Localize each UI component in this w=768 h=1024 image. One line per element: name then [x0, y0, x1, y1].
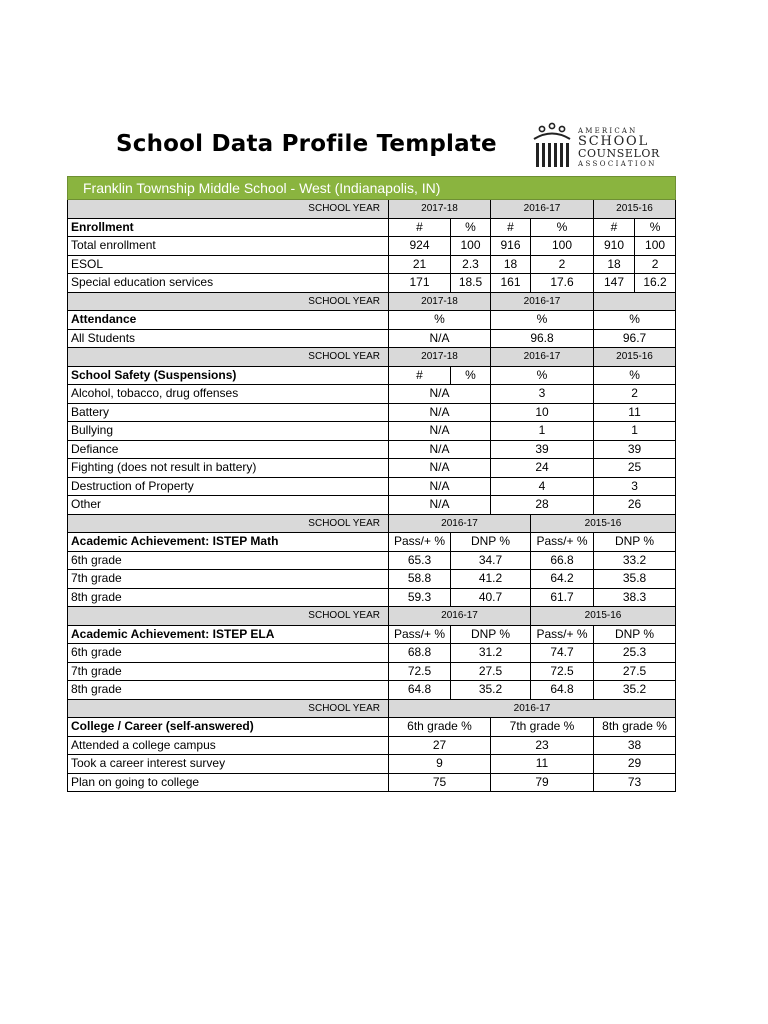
value-cell: 72.5: [389, 662, 451, 681]
col-header: %: [635, 218, 676, 237]
school-year-label: SCHOOL YEAR: [68, 348, 389, 367]
row-label: ESOL: [68, 255, 389, 274]
row-label: All Students: [68, 329, 389, 348]
table-row: [68, 385, 676, 404]
value-cell: N/A: [389, 329, 491, 348]
col-header: %: [389, 311, 491, 330]
value-cell: N/A: [389, 422, 491, 441]
value-cell: 72.5: [531, 662, 594, 681]
asca-logo-icon: [528, 122, 576, 170]
value-cell: 910: [594, 237, 635, 256]
row-label: Battery: [68, 403, 389, 422]
value-cell: N/A: [389, 496, 491, 515]
value-cell: 100: [451, 237, 491, 256]
col-header: #: [491, 218, 531, 237]
value-cell: 161: [491, 274, 531, 293]
school-year-row: [68, 200, 676, 219]
school-year-label: SCHOOL YEAR: [68, 292, 389, 311]
value-cell: 2: [594, 385, 676, 404]
row-label: 6th grade: [68, 551, 389, 570]
table-row: [68, 644, 676, 663]
value-cell: N/A: [389, 459, 491, 478]
value-cell: 100: [531, 237, 594, 256]
value-cell: 10: [491, 403, 594, 422]
col-header: #: [594, 218, 635, 237]
year-cell: 2016-17: [389, 514, 531, 533]
table-row: [68, 588, 676, 607]
value-cell: 74.7: [531, 644, 594, 663]
row-label: 8th grade: [68, 588, 389, 607]
col-header: %: [491, 366, 594, 385]
logo-line-counselor: COUNSELOR: [578, 147, 660, 160]
row-label: Alcohol, tobacco, drug offenses: [68, 385, 389, 404]
col-header: Pass/+ %: [389, 533, 451, 552]
section-heading: College / Career (self-answered): [68, 718, 389, 737]
col-header: %: [491, 311, 594, 330]
col-header: %: [531, 218, 594, 237]
value-cell: 27.5: [451, 662, 531, 681]
value-cell: 39: [594, 440, 676, 459]
value-cell: 9: [389, 755, 491, 774]
value-cell: 66.8: [531, 551, 594, 570]
year-cell: [594, 292, 676, 311]
table-row: [68, 662, 676, 681]
value-cell: 29: [594, 755, 676, 774]
value-cell: 33.2: [594, 551, 676, 570]
row-label: Defiance: [68, 440, 389, 459]
value-cell: 171: [389, 274, 451, 293]
row-label: Bullying: [68, 422, 389, 441]
row-label: Attended a college campus: [68, 736, 389, 755]
logo-line-school: SCHOOL: [578, 134, 649, 149]
value-cell: 11: [491, 755, 594, 774]
section-heading: School Safety (Suspensions): [68, 366, 389, 385]
school-year-label: SCHOOL YEAR: [68, 200, 389, 219]
year-cell: 2015-16: [531, 607, 676, 626]
year-cell: 2016-17: [491, 200, 594, 219]
col-header: DNP %: [451, 625, 531, 644]
section-heading-row: [68, 366, 676, 385]
year-cell: 2015-16: [594, 200, 676, 219]
value-cell: 100: [635, 237, 676, 256]
value-cell: 39: [491, 440, 594, 459]
year-cell: 2016-17: [491, 348, 594, 367]
value-cell: 38.3: [594, 588, 676, 607]
school-name: Franklin Township Middle School - West (Indianapolis, IN): [68, 177, 676, 200]
value-cell: 16.2: [635, 274, 676, 293]
value-cell: 24: [491, 459, 594, 478]
value-cell: 25: [594, 459, 676, 478]
section-heading: Attendance: [68, 311, 389, 330]
year-cell: 2017-18: [389, 292, 491, 311]
row-label: Plan on going to college: [68, 773, 389, 792]
value-cell: 31.2: [451, 644, 531, 663]
value-cell: 35.2: [451, 681, 531, 700]
row-label: Special education services: [68, 274, 389, 293]
row-label: 7th grade: [68, 662, 389, 681]
table-row: [68, 237, 676, 256]
school-year-row: [68, 699, 676, 718]
row-label: Other: [68, 496, 389, 515]
row-label: Fighting (does not result in battery): [68, 459, 389, 478]
col-header: #: [389, 366, 451, 385]
value-cell: 18: [594, 255, 635, 274]
school-year-label: SCHOOL YEAR: [68, 699, 389, 718]
col-header: DNP %: [451, 533, 531, 552]
year-cell: 2017-18: [389, 348, 491, 367]
year-cell: 2015-16: [594, 348, 676, 367]
row-label: Destruction of Property: [68, 477, 389, 496]
value-cell: 64.2: [531, 570, 594, 589]
col-header: Pass/+ %: [389, 625, 451, 644]
section-heading: Enrollment: [68, 218, 389, 237]
value-cell: 35.2: [594, 681, 676, 700]
section-heading-row: [68, 533, 676, 552]
school-year-label: SCHOOL YEAR: [68, 514, 389, 533]
year-cell: 2016-17: [389, 699, 676, 718]
col-header: %: [451, 366, 491, 385]
value-cell: 73: [594, 773, 676, 792]
school-year-label: SCHOOL YEAR: [68, 607, 389, 626]
value-cell: 40.7: [451, 588, 531, 607]
value-cell: 3: [491, 385, 594, 404]
school-year-row: [68, 292, 676, 311]
value-cell: 4: [491, 477, 594, 496]
value-cell: 75: [389, 773, 491, 792]
section-heading-row: [68, 718, 676, 737]
table-row: [68, 440, 676, 459]
row-label: 7th grade: [68, 570, 389, 589]
value-cell: 68.8: [389, 644, 451, 663]
table-row: [68, 736, 676, 755]
value-cell: N/A: [389, 477, 491, 496]
section-heading: Academic Achievement: ISTEP ELA: [68, 625, 389, 644]
value-cell: 35.8: [594, 570, 676, 589]
school-year-row: [68, 514, 676, 533]
value-cell: N/A: [389, 385, 491, 404]
value-cell: 59.3: [389, 588, 451, 607]
value-cell: 23: [491, 736, 594, 755]
value-cell: 17.6: [531, 274, 594, 293]
value-cell: 147: [594, 274, 635, 293]
value-cell: 924: [389, 237, 451, 256]
value-cell: N/A: [389, 440, 491, 459]
table-row: [68, 255, 676, 274]
value-cell: 64.8: [389, 681, 451, 700]
table-row: [68, 422, 676, 441]
value-cell: 3: [594, 477, 676, 496]
value-cell: 25.3: [594, 644, 676, 663]
value-cell: 64.8: [531, 681, 594, 700]
row-label: Took a career interest survey: [68, 755, 389, 774]
value-cell: 65.3: [389, 551, 451, 570]
row-label: 8th grade: [68, 681, 389, 700]
col-header: DNP %: [594, 533, 676, 552]
col-header: #: [389, 218, 451, 237]
col-header: %: [594, 366, 676, 385]
value-cell: 18.5: [451, 274, 491, 293]
value-cell: 18: [491, 255, 531, 274]
value-cell: 79: [491, 773, 594, 792]
value-cell: 1: [491, 422, 594, 441]
value-cell: 2: [635, 255, 676, 274]
value-cell: 27: [389, 736, 491, 755]
table-row: [68, 681, 676, 700]
table-row: [68, 773, 676, 792]
table-row: [68, 459, 676, 478]
school-data-table: [67, 176, 676, 792]
value-cell: 41.2: [451, 570, 531, 589]
value-cell: 34.7: [451, 551, 531, 570]
section-heading-row: [68, 218, 676, 237]
school-year-row: [68, 607, 676, 626]
table-row: [68, 551, 676, 570]
school-name-row: [68, 177, 676, 200]
value-cell: 96.7: [594, 329, 676, 348]
value-cell: 58.8: [389, 570, 451, 589]
section-heading-row: [68, 625, 676, 644]
asca-logo: [528, 122, 658, 172]
table-row: [68, 570, 676, 589]
col-header: 8th grade %: [594, 718, 676, 737]
table-row: [68, 755, 676, 774]
col-header: Pass/+ %: [531, 625, 594, 644]
year-cell: 2015-16: [531, 514, 676, 533]
value-cell: 1: [594, 422, 676, 441]
value-cell: 916: [491, 237, 531, 256]
col-header: DNP %: [594, 625, 676, 644]
year-cell: 2017-18: [389, 200, 491, 219]
value-cell: 2: [531, 255, 594, 274]
col-header: %: [451, 218, 491, 237]
value-cell: 21: [389, 255, 451, 274]
value-cell: 11: [594, 403, 676, 422]
section-heading-row: [68, 311, 676, 330]
value-cell: N/A: [389, 403, 491, 422]
table-row: [68, 477, 676, 496]
table-row: [68, 403, 676, 422]
value-cell: 26: [594, 496, 676, 515]
col-header: 7th grade %: [491, 718, 594, 737]
year-cell: 2016-17: [491, 292, 594, 311]
col-header: %: [594, 311, 676, 330]
school-year-row: [68, 348, 676, 367]
value-cell: 61.7: [531, 588, 594, 607]
row-label: 6th grade: [68, 644, 389, 663]
table-row: [68, 329, 676, 348]
value-cell: 2.3: [451, 255, 491, 274]
value-cell: 27.5: [594, 662, 676, 681]
col-header: 6th grade %: [389, 718, 491, 737]
col-header: Pass/+ %: [531, 533, 594, 552]
table-row: [68, 496, 676, 515]
year-cell: 2016-17: [389, 607, 531, 626]
row-label: Total enrollment: [68, 237, 389, 256]
logo-line-association: ASSOCIATION: [578, 160, 657, 168]
table-row: [68, 274, 676, 293]
value-cell: 38: [594, 736, 676, 755]
value-cell: 96.8: [491, 329, 594, 348]
section-heading: Academic Achievement: ISTEP Math: [68, 533, 389, 552]
logo-line-american: AMERICAN: [578, 127, 638, 135]
page-title: School Data Profile Template: [116, 131, 497, 157]
value-cell: 28: [491, 496, 594, 515]
